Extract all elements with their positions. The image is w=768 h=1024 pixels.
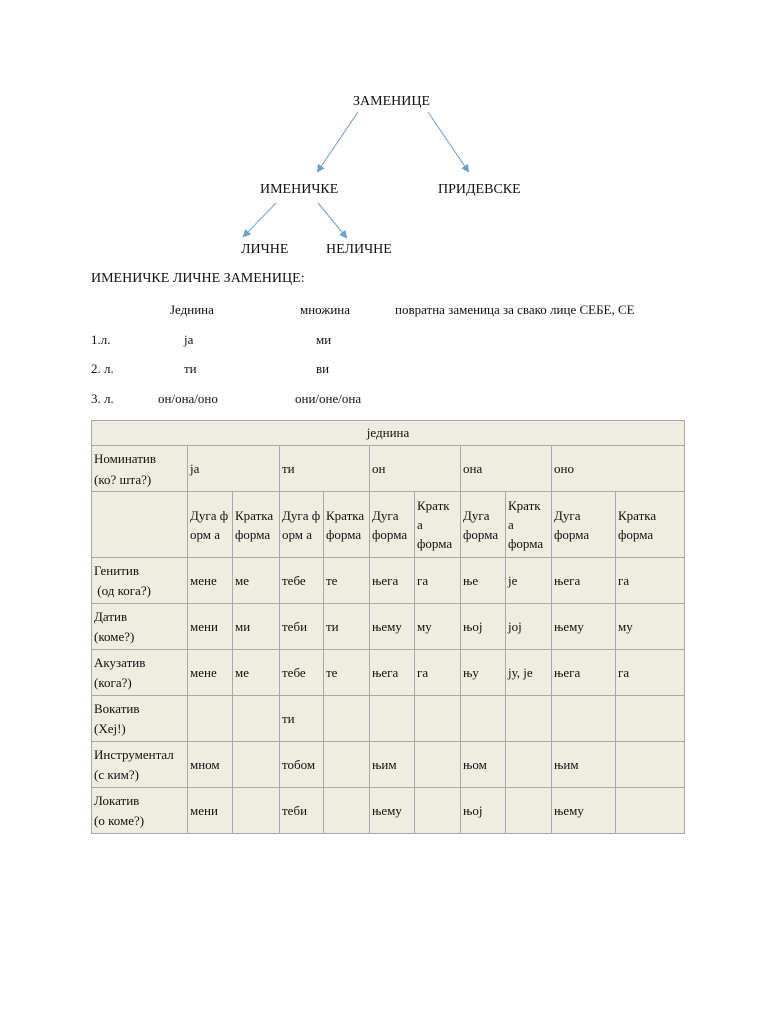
table-cell: теби: [280, 604, 324, 650]
table-cell: мене: [188, 558, 233, 604]
form-short-cell: Кратка форма: [616, 492, 685, 558]
arrow-imenicke-to-licne: [244, 203, 276, 236]
form-long-cell: Дуга форма: [461, 492, 506, 558]
table-cell: [324, 742, 370, 788]
case-name: Локатив: [94, 792, 140, 808]
tree-arrows: [0, 0, 768, 270]
table-row: [92, 446, 685, 492]
person-plural: ви: [316, 361, 330, 376]
table-header-singular: једнина: [92, 421, 685, 446]
case-cell: Номинатив (ко? шта?): [92, 446, 188, 492]
table-cell: мене: [188, 650, 233, 696]
table-cell: [506, 788, 552, 834]
case-cell: [92, 650, 188, 696]
form-short-cell: Кратка форма: [233, 492, 280, 558]
table-cell: [233, 742, 280, 788]
table-row: [92, 696, 685, 742]
person-plural: они/оне/она: [295, 391, 362, 406]
table-cell: [188, 696, 233, 742]
table-cell: ти: [324, 604, 370, 650]
form-long-cell: Дуга форма: [552, 492, 616, 558]
table-cell: [616, 742, 685, 788]
table-cell: [233, 788, 280, 834]
table-cell: ме: [233, 558, 280, 604]
table-cell: њим: [552, 742, 616, 788]
table-cell: њега: [370, 650, 415, 696]
tree-root: ЗАМЕНИЦЕ: [353, 94, 431, 109]
case-name: Вокатив: [94, 700, 140, 716]
table-cell: јој: [506, 604, 552, 650]
tree-leaf-licne: ЛИЧНЕ: [241, 242, 289, 257]
table-cell: [324, 696, 370, 742]
table-cell: мном: [188, 742, 233, 788]
table-cell: [506, 696, 552, 742]
table-cell: ме: [233, 650, 280, 696]
table-cell: мени: [188, 788, 233, 834]
table-cell: [233, 696, 280, 742]
table-cell: ја: [188, 446, 280, 492]
table-cell: је: [506, 558, 552, 604]
table-row: [92, 650, 685, 696]
form-short-cell: Кратк а форма: [415, 492, 461, 558]
section-title: ИМЕНИЧКЕ ЛИЧНЕ ЗАМЕНИЦЕ:: [91, 271, 305, 286]
table-cell: му: [616, 604, 685, 650]
table-cell: ти: [280, 446, 370, 492]
table-cell: га: [415, 650, 461, 696]
case-name: Акузатив: [94, 654, 146, 670]
person-label: 3. л.: [91, 391, 114, 406]
table-cell: њој: [461, 788, 506, 834]
table-row: [92, 788, 685, 834]
table-cell: те: [324, 650, 370, 696]
table-cell: теби: [280, 788, 324, 834]
tree-left-node: ИМЕНИЧКЕ: [260, 182, 339, 197]
case-name: Генитив: [94, 562, 139, 578]
table-cell: [415, 788, 461, 834]
table-cell: њу: [461, 650, 506, 696]
case-name: Инструментал: [94, 746, 174, 762]
form-short-cell: Кратк а форма: [506, 492, 552, 558]
person-label: 2. л.: [91, 361, 114, 376]
table-row: [92, 742, 685, 788]
table-cell: њим: [370, 742, 415, 788]
table-cell: њему: [370, 604, 415, 650]
column-reflexive: повратна заменица за свако лице СЕБЕ, СЕ: [395, 302, 635, 317]
case-name: Датив: [94, 608, 128, 624]
table-cell: му: [415, 604, 461, 650]
table-cell: га: [616, 650, 685, 696]
tree-leaf-nelicne: НЕЛИЧНЕ: [326, 242, 392, 257]
table-cell: [415, 742, 461, 788]
table-cell: њега: [552, 650, 616, 696]
case-question: (о коме?): [94, 812, 145, 828]
table-cell: њом: [461, 742, 506, 788]
table-row: [92, 558, 685, 604]
table-cell: [616, 788, 685, 834]
column-plural: множина: [300, 302, 351, 317]
table-cell: [324, 788, 370, 834]
table-cell: њему: [370, 788, 415, 834]
table-cell: њој: [461, 604, 506, 650]
table-row-forms: [92, 492, 685, 558]
table-cell: њему: [552, 604, 616, 650]
person-label: 1.л.: [91, 332, 111, 347]
tree-right-node: ПРИДЕВСКЕ: [438, 182, 521, 197]
table-cell: [461, 696, 506, 742]
table-cell: њега: [370, 558, 415, 604]
form-long-cell: Дуга форма: [370, 492, 415, 558]
person-plural: ми: [316, 332, 332, 347]
empty-cell: [92, 492, 188, 558]
form-short-cell: Кратка форма: [324, 492, 370, 558]
person-singular: ти: [184, 361, 197, 376]
case-question: (од кога?): [94, 582, 151, 598]
form-long-cell: Дуга форм а: [188, 492, 233, 558]
case-question: (коме?): [94, 628, 135, 644]
form-long-cell: Дуга форм а: [280, 492, 324, 558]
table-cell: њега: [552, 558, 616, 604]
table-cell: тебе: [280, 558, 324, 604]
table-cell: ју, је: [506, 650, 552, 696]
table-cell: мени: [188, 604, 233, 650]
table-cell: оно: [552, 446, 685, 492]
arrow-root-to-pridevske: [428, 112, 468, 171]
table-cell: [506, 742, 552, 788]
table-cell: те: [324, 558, 370, 604]
table-cell: тобом: [280, 742, 324, 788]
table-cell: тебе: [280, 650, 324, 696]
table-cell: он: [370, 446, 461, 492]
arrow-imenicke-to-nelicne: [318, 203, 346, 237]
table-cell: она: [461, 446, 552, 492]
case-cell: [92, 696, 188, 742]
table-cell: га: [616, 558, 685, 604]
table-cell: га: [415, 558, 461, 604]
column-singular: Једнина: [170, 302, 214, 317]
case-question: (кога?): [94, 674, 132, 690]
table-row: [92, 604, 685, 650]
declension-table: [91, 420, 685, 834]
case-cell: [92, 604, 188, 650]
case-question: (с ким?): [94, 766, 139, 782]
table-cell: ње: [461, 558, 506, 604]
case-question: (Хеј!): [94, 720, 126, 736]
table-cell: [370, 696, 415, 742]
person-singular: ја: [184, 332, 194, 347]
case-cell: [92, 742, 188, 788]
arrow-root-to-imenicke: [318, 112, 358, 171]
case-cell: [92, 788, 188, 834]
person-singular: он/она/оно: [158, 391, 218, 406]
case-cell: [92, 558, 188, 604]
table-cell: [415, 696, 461, 742]
table-cell: [616, 696, 685, 742]
table-cell: ми: [233, 604, 280, 650]
table-cell: њему: [552, 788, 616, 834]
table-cell: [552, 696, 616, 742]
table-cell: ти: [280, 696, 324, 742]
